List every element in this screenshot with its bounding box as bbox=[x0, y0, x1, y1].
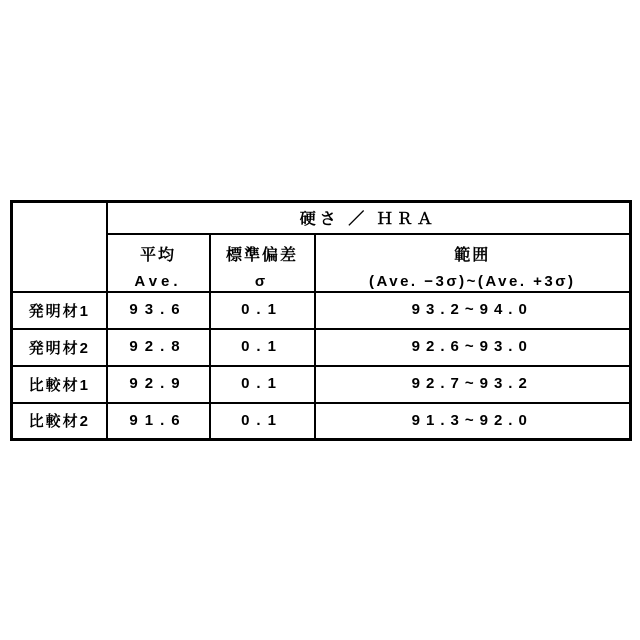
stddev-cell bbox=[210, 403, 315, 440]
header-cell-average bbox=[107, 234, 210, 292]
stddev-value: 0.1 bbox=[241, 375, 283, 392]
header-cell-range bbox=[315, 234, 631, 292]
table-row-invention-2 bbox=[12, 329, 631, 366]
range-value: 93.2~94.0 bbox=[411, 301, 533, 318]
row-label-cell bbox=[12, 366, 107, 403]
top-header-cell bbox=[107, 202, 631, 234]
range-cell bbox=[315, 403, 631, 440]
table-row-invention-1 bbox=[12, 292, 631, 329]
average-cell bbox=[107, 329, 210, 366]
top-header-label: 硬さ ／ ＨＲＡ bbox=[299, 211, 437, 229]
row-label: 発明材2 bbox=[28, 339, 90, 357]
average-cell bbox=[107, 366, 210, 403]
stddev-cell bbox=[210, 329, 315, 366]
corner-empty-cell bbox=[12, 202, 107, 292]
range-cell bbox=[315, 292, 631, 329]
header-average-jp: 平均 bbox=[139, 246, 176, 264]
hardness-table bbox=[10, 200, 632, 441]
average-value: 91.6 bbox=[129, 411, 187, 429]
header-cell-stddev bbox=[210, 234, 315, 292]
row-label: 比較材1 bbox=[28, 376, 90, 394]
header-stddev-jp: 標準偏差 bbox=[225, 246, 298, 264]
header-average-en: Ave. bbox=[134, 272, 182, 290]
range-cell bbox=[315, 329, 631, 366]
average-cell bbox=[107, 292, 210, 329]
header-stddev-sigma: σ bbox=[254, 272, 270, 290]
range-value: 92.6~93.0 bbox=[411, 338, 533, 355]
row-label-cell bbox=[12, 403, 107, 440]
row-label-cell bbox=[12, 292, 107, 329]
range-value: 91.3~92.0 bbox=[411, 411, 533, 429]
table-row-comparative-2 bbox=[12, 403, 631, 440]
stddev-value: 0.1 bbox=[241, 301, 283, 318]
average-value: 92.8 bbox=[129, 338, 187, 355]
stddev-cell bbox=[210, 292, 315, 329]
average-value: 92.9 bbox=[129, 375, 187, 392]
stddev-value: 0.1 bbox=[241, 411, 283, 429]
row-label: 発明材1 bbox=[28, 302, 90, 320]
row-label: 比較材2 bbox=[28, 413, 90, 431]
average-value: 93.6 bbox=[129, 301, 187, 318]
header-range-jp: 範囲 bbox=[454, 246, 491, 264]
header-range-formula: (Ave. −3σ)~(Ave. +3σ) bbox=[368, 272, 576, 290]
row-label-cell bbox=[12, 329, 107, 366]
range-cell bbox=[315, 366, 631, 403]
range-value: 92.7~93.2 bbox=[411, 375, 533, 392]
stddev-value: 0.1 bbox=[241, 338, 283, 355]
table-header-top-row bbox=[12, 202, 631, 234]
average-cell bbox=[107, 403, 210, 440]
stddev-cell bbox=[210, 366, 315, 403]
table-row-comparative-1 bbox=[12, 366, 631, 403]
